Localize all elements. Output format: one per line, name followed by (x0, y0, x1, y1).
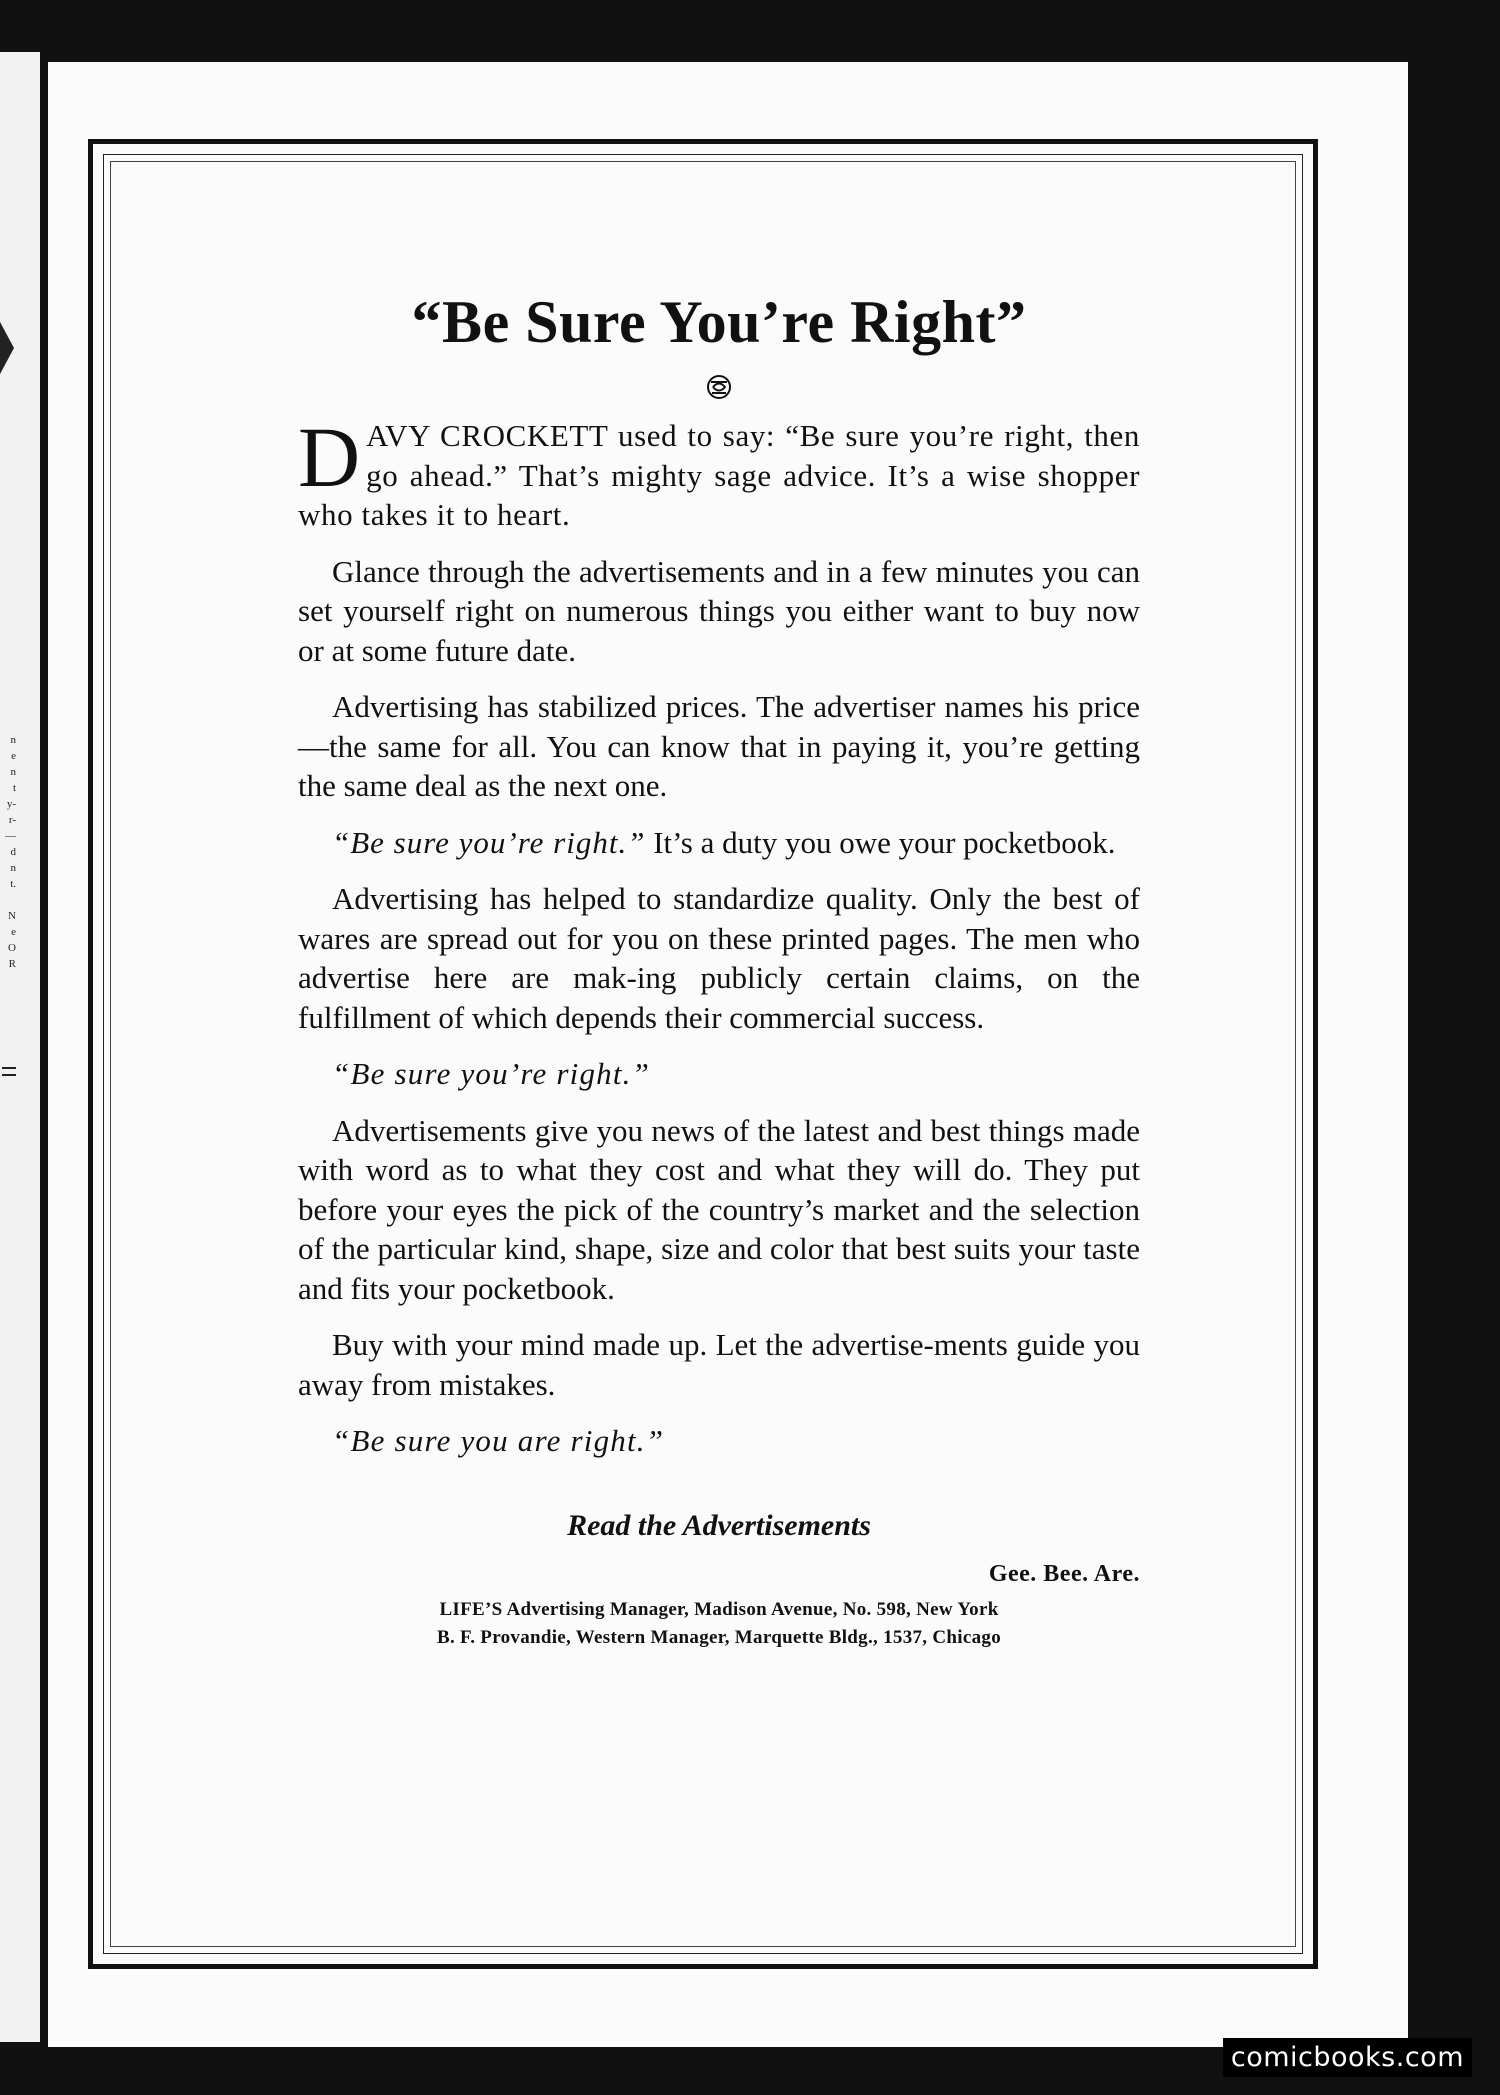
paragraph-intro (298, 409, 1140, 535)
paragraph-standardize: Advertising has helped to standardize quality. Only the best of wares are spread out for you on these printed pages. The men who advertise here are mak-ing publicly certain claims, on the fulfillment of which depends their commercial success. (298, 881, 1140, 1035)
previous-page-arrow-ornament (0, 322, 14, 374)
previous-page-rule (2, 1074, 16, 1076)
signature: Gee. Bee. Are. (988, 1560, 1140, 1587)
intro-text: AVY CROCKETT used to say: “Be sure you’re right, then go ahead.” That’s mighty sage advice. It’s a wise shopper who takes it to heart. (298, 418, 1140, 532)
call-to-action: Read the Advertisements (567, 1508, 871, 1542)
credit-line-new-york: LIFE’S Advertising Manager, Madison Avenue, No. 598, New York (439, 1598, 999, 1620)
article-title: “Be Sure You’re Right” (411, 289, 1027, 355)
article (298, 282, 1140, 1652)
credit-line-chicago: B. F. Provandie, Western Manager, Marquette Bldg., 1537, Chicago (436, 1626, 1002, 1648)
drop-cap: D (298, 409, 361, 505)
paragraph-duty (298, 823, 1140, 863)
previous-page-rule (2, 1067, 16, 1069)
watermark: comicbooks.com (1223, 2038, 1472, 2077)
previous-page-edge (0, 52, 40, 2042)
duty-text: It’s a duty you owe your pocketbook. (645, 824, 1116, 860)
previous-page-text-fragment: n e n t y- r- — d n t. N e O R (5, 734, 16, 970)
paragraph-buy: Buy with your mind made up. Let the advertise-ments guide you away from mistakes. (298, 1327, 1140, 1402)
paragraph-news: Advertisements give you news of the latest and best things made with word as to what they cost and what they will do. They put before your eyes the pick of the country’s market and the selection of the particular kind, shape, size and color that best suits your taste and fits your pocketbook. (298, 1112, 1140, 1306)
quote-be-sure-2: “Be sure you’re right.” (332, 1056, 651, 1091)
quote-be-sure-3: “Be sure you are right.” (332, 1423, 665, 1458)
magazine-page (48, 62, 1408, 2047)
paragraph-prices: Advertising has stabilized prices. The advertiser names his price—the same for all. You can know that in paying it, you’re getting the same deal as the next one. (298, 689, 1140, 803)
quote-be-sure: “Be sure you’re right.” (332, 824, 646, 860)
paragraph-glance: Glance through the advertisements and in a few minutes you can set yourself right on numerous things you either want to buy now or at some future date. (298, 553, 1140, 668)
ornament-icon (298, 372, 1140, 406)
